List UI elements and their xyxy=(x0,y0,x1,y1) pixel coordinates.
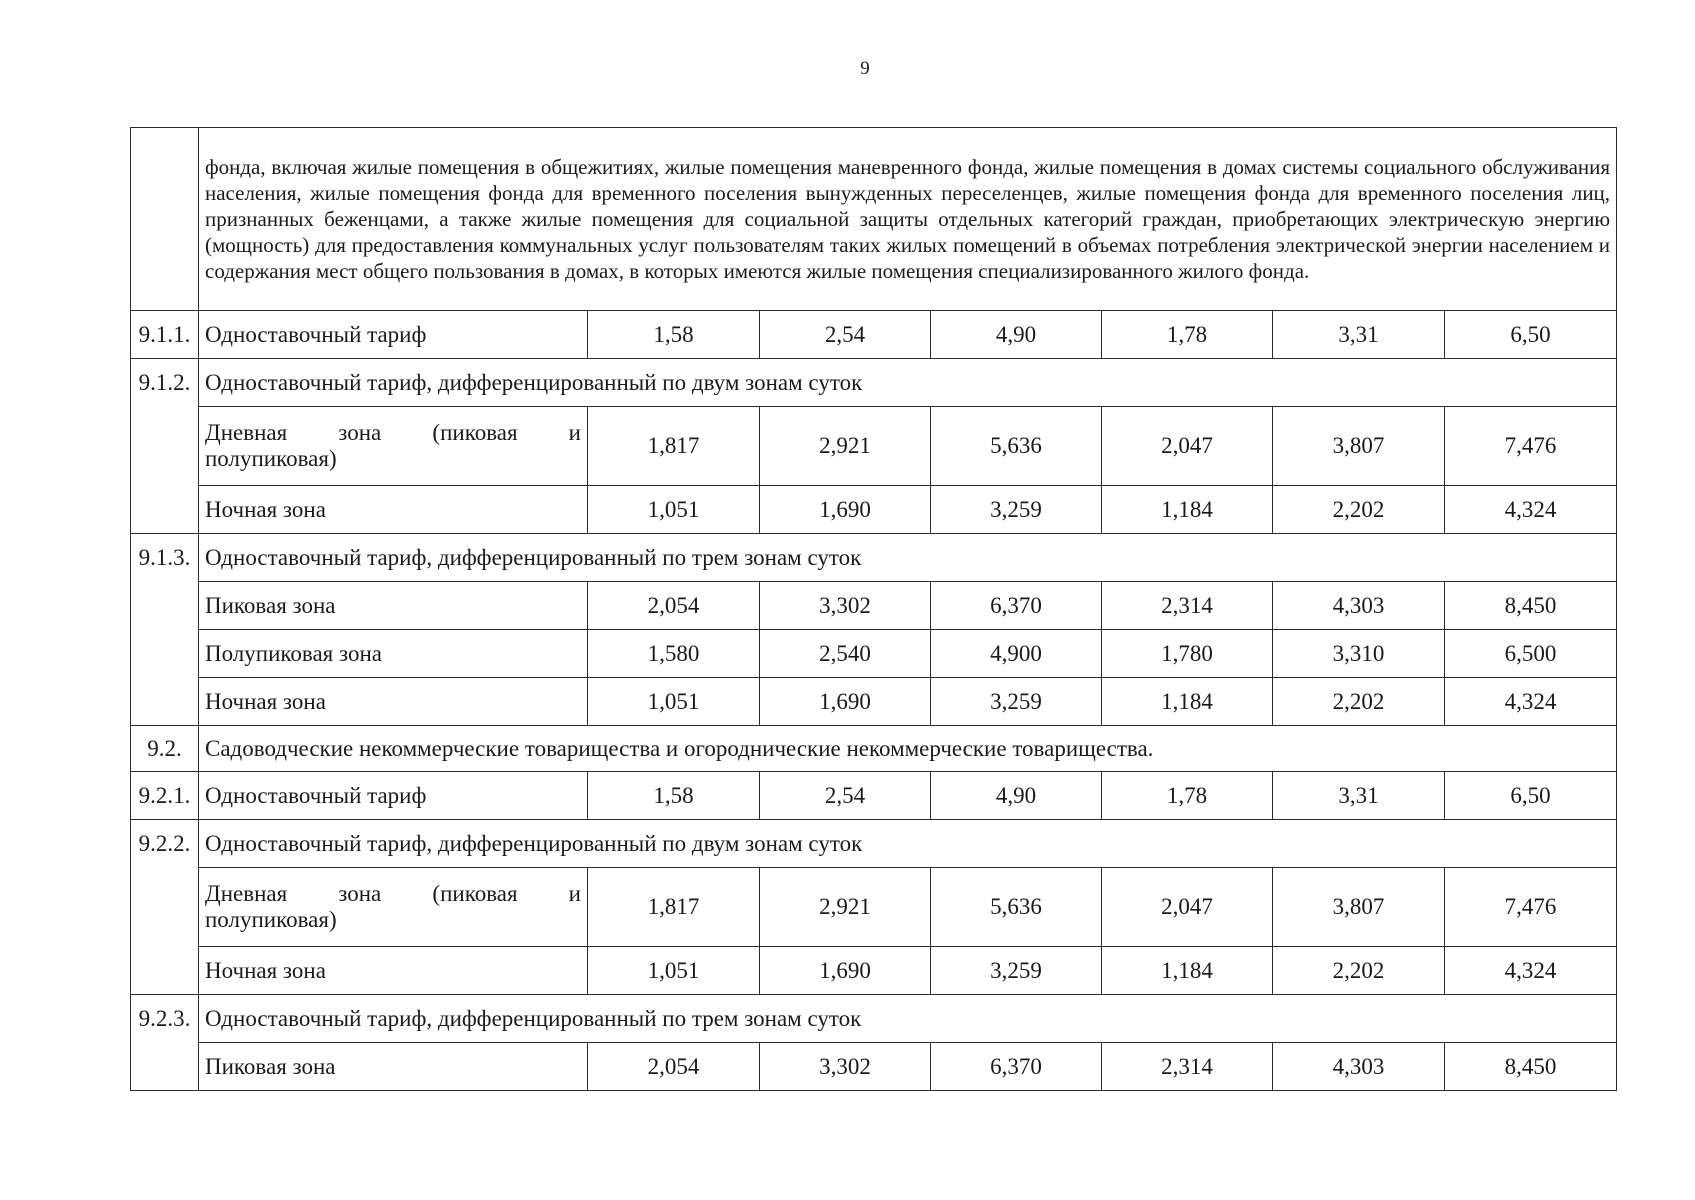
value-cell: 1,051 xyxy=(588,678,760,726)
value-cell: 4,90 xyxy=(931,311,1102,359)
table-row xyxy=(131,534,1617,582)
table-row xyxy=(131,678,1617,726)
row-number: 9.2.1. xyxy=(131,772,199,820)
value-cell: 1,58 xyxy=(588,772,760,820)
value-cell: 2,202 xyxy=(1273,947,1445,995)
value-cell: 1,78 xyxy=(1102,772,1273,820)
table-row xyxy=(131,947,1617,995)
row-number: 9.1.3. xyxy=(131,534,199,726)
value-cell: 4,90 xyxy=(931,772,1102,820)
value-cell: 1,184 xyxy=(1102,947,1273,995)
table-row xyxy=(131,359,1617,407)
value-cell: 8,450 xyxy=(1445,1043,1617,1091)
value-cell: 1,78 xyxy=(1102,311,1273,359)
table-row xyxy=(131,995,1617,1043)
value-cell: 4,900 xyxy=(931,630,1102,678)
section-heading: Одноставочный тариф, дифференцированный по двум зонам суток xyxy=(199,359,1617,407)
value-cell: 7,476 xyxy=(1445,868,1617,947)
value-cell: 7,476 xyxy=(1445,407,1617,486)
tariff-label: Одноставочный тариф xyxy=(199,772,588,820)
value-cell: 2,314 xyxy=(1102,1043,1273,1091)
value-cell: 4,324 xyxy=(1445,947,1617,995)
table-row xyxy=(131,407,1617,486)
value-cell: 4,324 xyxy=(1445,486,1617,534)
section-heading: Одноставочный тариф, дифференцированный по трем зонам суток xyxy=(199,534,1617,582)
value-cell: 1,780 xyxy=(1102,630,1273,678)
table-row xyxy=(131,630,1617,678)
value-cell: 2,54 xyxy=(760,311,931,359)
zone-label: Пиковая зона xyxy=(199,582,588,630)
value-cell: 3,259 xyxy=(931,947,1102,995)
value-cell: 1,051 xyxy=(588,486,760,534)
page-number: 9 xyxy=(860,58,870,79)
section-heading: Садоводческие некоммерческие товарищества и огороднические некоммерческие товарищества. xyxy=(199,726,1617,772)
value-cell: 3,259 xyxy=(931,486,1102,534)
intro-row xyxy=(131,128,1617,311)
row-number-cell xyxy=(131,128,199,311)
value-cell: 8,450 xyxy=(1445,582,1617,630)
value-cell: 1,051 xyxy=(588,947,760,995)
value-cell: 4,324 xyxy=(1445,678,1617,726)
value-cell: 2,202 xyxy=(1273,678,1445,726)
value-cell: 1,184 xyxy=(1102,486,1273,534)
value-cell: 4,303 xyxy=(1273,1043,1445,1091)
section-heading: Одноставочный тариф, дифференцированный по трем зонам суток xyxy=(199,995,1617,1043)
table-row xyxy=(131,820,1617,868)
value-cell: 3,807 xyxy=(1273,407,1445,486)
table-row xyxy=(131,1043,1617,1091)
value-cell: 2,921 xyxy=(760,868,931,947)
value-cell: 6,50 xyxy=(1445,772,1617,820)
value-cell: 3,302 xyxy=(760,582,931,630)
zone-label: Полупиковая зона xyxy=(199,630,588,678)
value-cell: 3,302 xyxy=(760,1043,931,1091)
value-cell: 1,817 xyxy=(588,868,760,947)
value-cell: 1,580 xyxy=(588,630,760,678)
value-cell: 2,047 xyxy=(1102,868,1273,947)
tariff-label: Одноставочный тариф xyxy=(199,311,588,359)
value-cell: 2,054 xyxy=(588,1043,760,1091)
tariff-table xyxy=(130,127,1617,1091)
value-cell: 5,636 xyxy=(931,407,1102,486)
row-number: 9.1.2. xyxy=(131,359,199,534)
value-cell: 3,259 xyxy=(931,678,1102,726)
table-row xyxy=(131,726,1617,772)
value-cell: 1,58 xyxy=(588,311,760,359)
value-cell: 3,807 xyxy=(1273,868,1445,947)
value-cell: 3,31 xyxy=(1273,311,1445,359)
value-cell: 2,202 xyxy=(1273,486,1445,534)
table-row xyxy=(131,868,1617,947)
zone-label: Дневная зона (пиковая и полупиковая) xyxy=(199,407,588,486)
value-cell: 1,690 xyxy=(760,486,931,534)
table-row xyxy=(131,486,1617,534)
value-cell: 2,54 xyxy=(760,772,931,820)
value-cell: 5,636 xyxy=(931,868,1102,947)
zone-label: Дневная зона (пиковая и полупиковая) xyxy=(199,868,588,947)
value-cell: 3,310 xyxy=(1273,630,1445,678)
value-cell: 3,31 xyxy=(1273,772,1445,820)
value-cell: 6,370 xyxy=(931,1043,1102,1091)
value-cell: 2,540 xyxy=(760,630,931,678)
value-cell: 1,184 xyxy=(1102,678,1273,726)
table-row xyxy=(131,311,1617,359)
value-cell: 1,690 xyxy=(760,947,931,995)
table-row xyxy=(131,582,1617,630)
intro-text: фонда, включая жилые помещения в общежитиях, жилые помещения маневренного фонда, жилые помещения в домах системы социального обслуживания населения, жилые помещения фонда для временного поселения вынужденных переселенцев, жилые помещения фонда для временного поселения лиц, признанных беженцами, а также жилые помещения для социальной защиты отдельных категорий граждан, приобретающих электрическую энергию (мощность) для предоставления коммунальных услуг пользователям таких жилых помещений в объемах потребления электрической энергии населением и содержания мест общего пользования в домах, в которых имеются жилые помещения специализированного жилого фонда. xyxy=(199,128,1617,311)
value-cell: 2,921 xyxy=(760,407,931,486)
zone-label: Ночная зона xyxy=(199,678,588,726)
value-cell: 2,047 xyxy=(1102,407,1273,486)
section-heading: Одноставочный тариф, дифференцированный по двум зонам суток xyxy=(199,820,1617,868)
zone-label: Ночная зона xyxy=(199,947,588,995)
value-cell: 1,817 xyxy=(588,407,760,486)
row-number: 9.2.3. xyxy=(131,995,199,1091)
value-cell: 4,303 xyxy=(1273,582,1445,630)
value-cell: 6,50 xyxy=(1445,311,1617,359)
table-row xyxy=(131,772,1617,820)
row-number: 9.2. xyxy=(131,726,199,772)
value-cell: 2,054 xyxy=(588,582,760,630)
value-cell: 1,690 xyxy=(760,678,931,726)
value-cell: 2,314 xyxy=(1102,582,1273,630)
row-number: 9.1.1. xyxy=(131,311,199,359)
zone-label: Ночная зона xyxy=(199,486,588,534)
zone-label: Пиковая зона xyxy=(199,1043,588,1091)
value-cell: 6,500 xyxy=(1445,630,1617,678)
row-number: 9.2.2. xyxy=(131,820,199,995)
value-cell: 6,370 xyxy=(931,582,1102,630)
